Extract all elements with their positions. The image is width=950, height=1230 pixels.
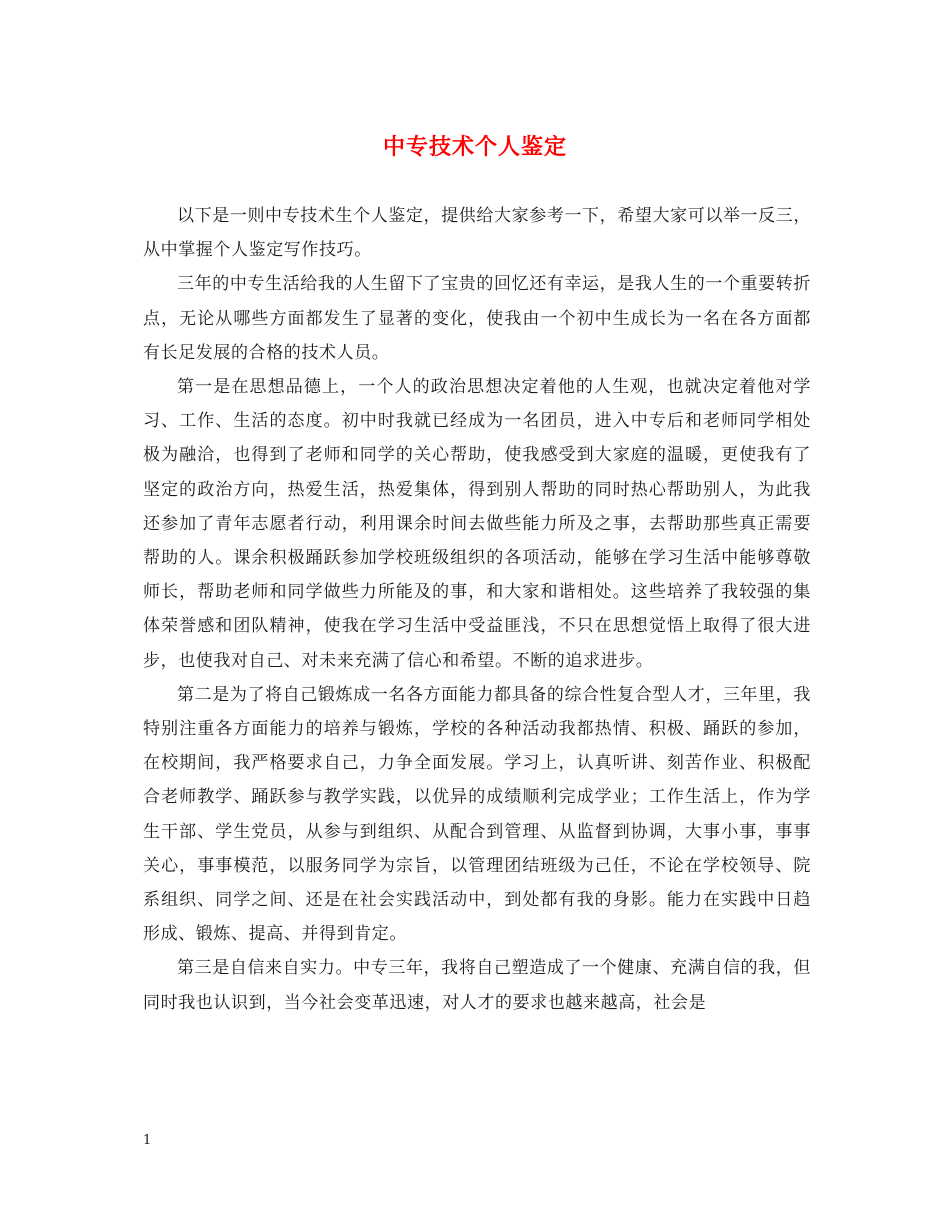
paragraph-second-point: 第二是为了将自己锻炼成一名各方面能力都具备的综合性复合型人才，三年里，我特别注重各方面能力的培养与锻炼，学校的各种活动我都热情、积极、踊跃的参加，在校期间，我严格要求自己，力争全面发展。学习上，认真听讲、刻苦作业、积极配合老师教学、踊跃参与教学实践，以优异的成绩顺利完成学业；工作生活上，作为学生干部、学生党员，从参与到组织、从配合到管理、从监督到协调，大事小事，事事关心，事事模范，以服务同学为宗旨，以管理团结班级为己任，不论在学校领导、院系组织、同学之间、还是在社会实践活动中，到处都有我的身影。能力在实践中日趋形成、锻炼、提高、并得到肯定。 [143,684,811,945]
document-body [143,199,811,1020]
paragraph-first-point: 第一是在思想品德上，一个人的政治思想决定着他的人生观，也就决定着他对学习、工作、生活的态度。初中时我就已经成为一名团员，进入中专后和老师同学相处极为融洽，也得到了老师和同学的关心帮助，使我感受到大家庭的温暖，更使我有了坚定的政治方向，热爱生活，热爱集体，得到别人帮助的同时热心帮助别人，为此我还参加了青年志愿者行动，利用课余时间去做些能力所及之事，去帮助那些真正需要帮助的人。课余积极踊跃参加学校班级组织的各项活动，能够在学习生活中能够尊敬师长，帮助老师和同学做些力所能及的事，和大家和谐相处。这些培养了我较强的集体荣誉感和团队精神，使我在学习生活中受益匪浅，不只在思想觉悟上取得了很大进步，也使我对自己、对未来充满了信心和希望。不断的追求进步。 [143,377,811,671]
paragraph-intro: 以下是一则中专技术生个人鉴定，提供给大家参考一下，希望大家可以举一反三，从中掌握个人鉴定写作技巧。 [143,206,811,261]
page-number: 1 [143,1133,152,1148]
document-title: 中专技术个人鉴定 [382,134,567,160]
paragraph-overview: 三年的中专生活给我的人生留下了宝贵的回忆还有幸运，是我人生的一个重要转折点，无论从哪些方面都发生了显著的变化，使我由一个初中生成长为一名在各方面都有长足发展的合格的技术人员。 [143,274,811,363]
paragraph-third-point: 第三是自信来自实力。中专三年，我将自己塑造成了一个健康、充满自信的我，但同时我也认识到，当今社会变革迅速，对人才的要求也越来越高，社会是 [143,958,811,1013]
